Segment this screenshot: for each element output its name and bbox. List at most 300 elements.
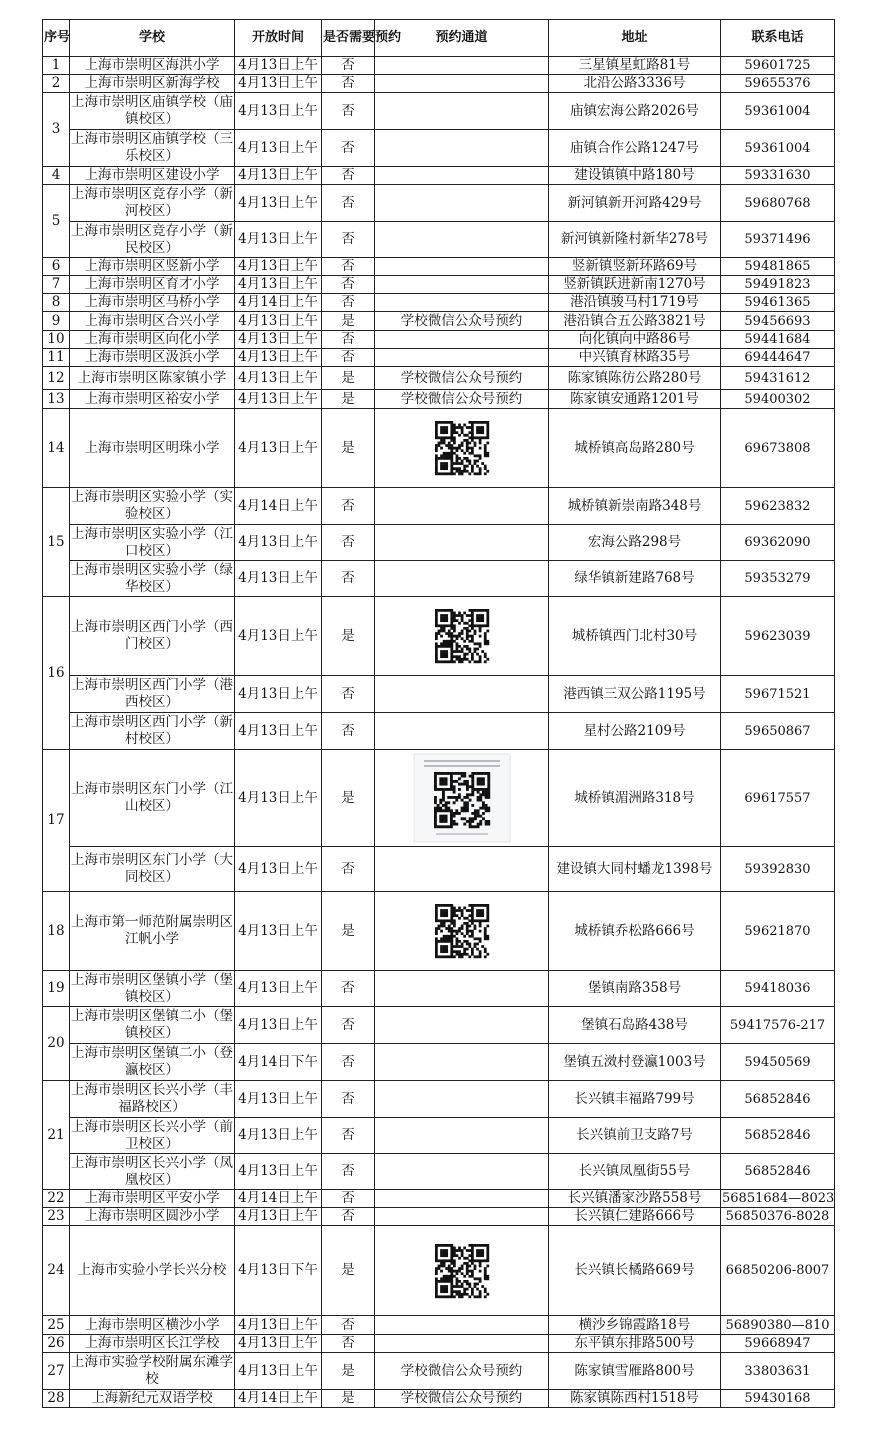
booking-required: 否: [322, 1190, 375, 1208]
table-row: [43, 1154, 835, 1190]
booking-required: 是: [322, 390, 375, 409]
school-name: 上海市崇明区长江学校: [70, 1335, 235, 1353]
address: 长兴镇仁建路666号: [549, 1208, 721, 1226]
school-name: 上海市崇明区竖新小学: [70, 258, 235, 276]
booking-channel[interactable]: 学校微信公众号预约: [375, 1390, 549, 1408]
booking-channel: [375, 1226, 549, 1316]
booking-required: 否: [322, 847, 375, 892]
booking-channel: [375, 1118, 549, 1154]
table-row: [43, 1226, 835, 1316]
row-number: 3: [43, 93, 70, 167]
address: 城桥镇湄洲路318号: [549, 750, 721, 847]
school-name: 上海市崇明区西门小学（新村校区）: [70, 713, 235, 750]
phone-number: 59671521: [721, 676, 835, 713]
open-time: 4月14日上午: [235, 1190, 322, 1208]
qr-code-card-icon[interactable]: [414, 754, 510, 842]
row-number: 15: [43, 488, 70, 597]
school-name: 上海市崇明区长兴小学（前卫校区）: [71, 1118, 233, 1152]
school-name: 上海市崇明区横沙小学: [70, 1316, 235, 1335]
open-time: 4月13日上午: [235, 349, 322, 367]
address: 港沿镇合五公路3821号: [549, 312, 721, 331]
table-row: [43, 390, 835, 409]
table-row: [43, 676, 835, 713]
phone-number: 33803631: [721, 1353, 835, 1390]
booking-required: 否: [322, 258, 375, 276]
table-row: [43, 847, 835, 892]
row-number: 20: [43, 1007, 70, 1081]
address: 堡镇石岛路438号: [549, 1007, 721, 1044]
booking-channel: [375, 185, 549, 222]
booking-channel: [375, 1208, 549, 1226]
table-row: [43, 525, 835, 561]
row-number: 22: [43, 1190, 70, 1208]
phone-number: 59331630: [721, 167, 835, 185]
booking-channel: [375, 488, 549, 525]
row-number: 18: [43, 892, 70, 971]
open-time: 4月13日上午: [235, 1353, 322, 1390]
booking-required: 否: [322, 185, 375, 222]
school-name: 上海市第一师范附属崇明区江帆小学: [70, 892, 235, 971]
header-need-booking: 是否需要预约: [322, 20, 375, 57]
open-time: 4月13日下午: [235, 1226, 322, 1316]
address: 庙镇宏海公路2026号: [549, 93, 721, 130]
booking-channel: [375, 409, 549, 488]
table-row: [43, 750, 835, 847]
phone-number: 59680768: [721, 185, 835, 222]
phone-number: 59418036: [721, 971, 835, 1007]
row-number: 4: [43, 167, 70, 185]
table-row: [43, 1118, 835, 1154]
table-row: [43, 93, 835, 130]
phone-number: 59621870: [721, 892, 835, 971]
table-row: [43, 409, 835, 488]
address: 城桥镇新崇南路348号: [549, 488, 721, 525]
row-number: 13: [43, 390, 70, 409]
school-name: 上海市崇明区新海学校: [70, 75, 235, 93]
address: 堡镇五滧村登瀛1003号: [549, 1044, 721, 1081]
school-name: 上海市崇明区马桥小学: [70, 294, 235, 312]
booking-required: 是: [322, 1353, 375, 1390]
open-time: 4月14日上午: [235, 294, 322, 312]
school-name: 上海市实验学校附属东滩学校: [70, 1353, 235, 1390]
address: 长兴镇长橘路669号: [549, 1226, 721, 1316]
booking-required: 否: [322, 676, 375, 713]
address: 陈家镇雪雁路800号: [549, 1353, 721, 1390]
open-time: 4月13日上午: [235, 561, 322, 597]
open-time: 4月14日上午: [235, 488, 322, 525]
table-row: [43, 1081, 835, 1118]
row-number: 7: [43, 276, 70, 294]
phone-number: 59400302: [721, 390, 835, 409]
booking-channel: [375, 676, 549, 713]
table-row: [43, 167, 835, 185]
booking-required: 否: [322, 525, 375, 561]
row-number: 26: [43, 1335, 70, 1353]
address: 新河镇新隆村新华278号: [549, 222, 721, 258]
booking-channel: [375, 750, 549, 847]
open-time: 4月13日上午: [235, 367, 322, 390]
school-name: 上海市崇明区东门小学（大同校区）: [70, 847, 235, 892]
school-name: 上海市崇明区向化小学: [70, 331, 235, 349]
open-time: 4月13日上午: [235, 276, 322, 294]
booking-required: 否: [322, 713, 375, 750]
row-number: 19: [43, 971, 70, 1007]
qr-code-icon[interactable]: [435, 1244, 489, 1298]
school-name: 上海市崇明区育才小学: [70, 276, 235, 294]
header-school: 学校: [70, 20, 235, 57]
booking-channel: [375, 331, 549, 349]
booking-required: 否: [322, 488, 375, 525]
table-row: [43, 971, 835, 1007]
open-time: 4月13日上午: [235, 676, 322, 713]
address: 竖新镇跃进新南1270号: [549, 276, 721, 294]
open-time: 4月13日上午: [235, 312, 322, 331]
phone-number: 59623832: [721, 488, 835, 525]
open-time: 4月13日上午: [235, 258, 322, 276]
booking-channel: [375, 57, 549, 75]
table-row: [43, 331, 835, 349]
table-row: [43, 276, 835, 294]
booking-required: 是: [322, 312, 375, 331]
header-channel: 预约通道: [375, 20, 549, 57]
phone-number: 59601725: [721, 57, 835, 75]
booking-channel: [375, 276, 549, 294]
school-name: 上海市崇明区西门小学（西门校区）: [70, 597, 235, 676]
table-row: [43, 892, 835, 971]
open-time: 4月13日上午: [235, 390, 322, 409]
booking-required: 否: [322, 167, 375, 185]
row-number: 9: [43, 312, 70, 331]
header-address: 地址: [549, 20, 721, 57]
open-time: 4月13日上午: [235, 167, 322, 185]
address: 向化镇向中路86号: [549, 331, 721, 349]
phone-number: 69617557: [721, 750, 835, 847]
phone-number: 59431612: [721, 367, 835, 390]
booking-channel[interactable]: 学校微信公众号预约: [375, 390, 549, 409]
row-number: 2: [43, 75, 70, 93]
school-name: 上海市崇明区长兴小学（凤凰校区）: [71, 1154, 233, 1188]
booking-channel: [375, 167, 549, 185]
row-number: 16: [43, 597, 70, 750]
address: 绿华镇新建路768号: [549, 561, 721, 597]
booking-required: 否: [322, 1044, 375, 1081]
booking-required: 是: [322, 1226, 375, 1316]
booking-required: 否: [322, 294, 375, 312]
open-time: 4月13日上午: [235, 892, 322, 971]
booking-channel: [375, 1081, 549, 1118]
header-row: [43, 20, 835, 57]
header-seq: 序号: [43, 20, 70, 57]
row-number: 1: [43, 57, 70, 75]
phone-number: 69673808: [721, 409, 835, 488]
open-time: 4月13日上午: [235, 597, 322, 676]
qr-code-icon[interactable]: [435, 904, 489, 958]
row-number: 14: [43, 409, 70, 488]
school-name: 上海市崇明区平安小学: [70, 1190, 235, 1208]
school-open-day-table: [42, 19, 835, 1408]
phone-number: 59441684: [721, 331, 835, 349]
address: 建设镇大同村蟠龙1398号: [549, 847, 721, 892]
phone-number: 59623039: [721, 597, 835, 676]
table-row: [43, 1390, 835, 1408]
school-name: 上海市崇明区合兴小学: [70, 312, 235, 331]
address: 陈家镇安通路1201号: [549, 390, 721, 409]
table-row: [43, 367, 835, 390]
phone-number: 59491823: [721, 276, 835, 294]
phone-number: 59461365: [721, 294, 835, 312]
booking-channel: [375, 130, 549, 167]
booking-required: 否: [322, 561, 375, 597]
booking-required: 否: [322, 1118, 375, 1154]
table-row: [43, 312, 835, 331]
phone-number: 59392830: [721, 847, 835, 892]
phone-number: 59361004: [721, 130, 835, 167]
address: 长兴镇丰福路799号: [549, 1081, 721, 1118]
school-name: 上海市崇明区竞存小学（新河校区）: [70, 185, 235, 222]
table-row: [43, 1044, 835, 1081]
phone-number: 59650867: [721, 713, 835, 750]
open-time: 4月13日上午: [235, 222, 322, 258]
booking-channel: [375, 349, 549, 367]
school-name: 上海市崇明区竞存小学（新民校区）: [71, 222, 233, 256]
open-time: 4月13日上午: [235, 971, 322, 1007]
phone-number: 56852846: [721, 1154, 835, 1190]
school-name: 上海市实验小学长兴分校: [70, 1226, 235, 1316]
school-name: 上海新纪元双语学校: [70, 1390, 235, 1408]
table-row: [43, 597, 835, 676]
open-time: 4月13日上午: [235, 1335, 322, 1353]
address: 新河镇新开河路429号: [549, 185, 721, 222]
open-time: 4月13日上午: [235, 57, 322, 75]
qr-code-icon[interactable]: [435, 421, 489, 475]
address: 长兴镇凤凰街55号: [549, 1154, 721, 1190]
address: 横沙乡锦霞路18号: [549, 1316, 721, 1335]
table-row: [43, 1208, 835, 1226]
school-name: 上海市崇明区陈家镇小学: [70, 367, 235, 390]
phone-number: 59353279: [721, 561, 835, 597]
booking-channel[interactable]: 学校微信公众号预约: [375, 312, 549, 331]
address: 陈家镇陈彷公路280号: [549, 367, 721, 390]
table-row: [43, 1353, 835, 1390]
school-name: 上海市崇明区庙镇学校（三乐校区）: [70, 130, 235, 167]
school-name: 上海市崇明区东门小学（江山校区）: [70, 750, 235, 847]
table-row: [43, 57, 835, 75]
school-name: 上海市崇明区圆沙小学: [70, 1208, 235, 1226]
booking-channel[interactable]: 学校微信公众号预约: [375, 1353, 549, 1390]
booking-required: 否: [322, 222, 375, 258]
booking-channel: [375, 75, 549, 93]
open-time: 4月13日上午: [235, 93, 322, 130]
phone-number: 59417576-217: [721, 1007, 835, 1044]
table-row: [43, 130, 835, 167]
school-name: 上海市崇明区汲浜小学: [70, 349, 235, 367]
open-time: 4月13日上午: [235, 1081, 322, 1118]
open-time: 4月13日上午: [235, 1316, 322, 1335]
address: 东平镇东排路500号: [549, 1335, 721, 1353]
school-name: 上海市崇明区实验小学（绿华校区）: [71, 561, 233, 595]
address: 长兴镇潘家沙路558号: [549, 1190, 721, 1208]
qr-code-icon[interactable]: [435, 609, 489, 663]
row-number: 8: [43, 294, 70, 312]
booking-channel: [375, 561, 549, 597]
row-number: 10: [43, 331, 70, 349]
header-phone: 联系电话: [721, 20, 835, 57]
phone-number: 56851684—8023: [722, 1191, 835, 1206]
phone-number: 56890380—810: [721, 1316, 835, 1335]
phone-number: 69444647: [721, 349, 835, 367]
booking-channel: [375, 525, 549, 561]
booking-required: 是: [322, 892, 375, 971]
row-number: 6: [43, 258, 70, 276]
address: 城桥镇乔松路666号: [549, 892, 721, 971]
phone-number: 59430168: [721, 1390, 835, 1408]
booking-required: 否: [322, 1081, 375, 1118]
open-time: 4月13日上午: [235, 1118, 322, 1154]
booking-required: 是: [322, 597, 375, 676]
table-row: [43, 222, 835, 258]
booking-required: 是: [322, 367, 375, 390]
table-row: [43, 185, 835, 222]
address: 北沿公路3336号: [549, 75, 721, 93]
address: 长兴镇前卫支路7号: [549, 1118, 721, 1154]
row-number: 24: [43, 1226, 70, 1316]
booking-channel: [375, 1316, 549, 1335]
table-row: [43, 1335, 835, 1353]
address: 城桥镇西门北村30号: [549, 597, 721, 676]
school-name: 上海市崇明区实验小学（江口校区）: [71, 525, 233, 559]
table-row: [43, 1190, 835, 1208]
booking-required: 否: [322, 130, 375, 167]
booking-channel[interactable]: 学校微信公众号预约: [375, 367, 549, 390]
booking-channel: [375, 892, 549, 971]
address: 三星镇星虹路81号: [549, 57, 721, 75]
school-name: 上海市崇明区西门小学（港西校区）: [70, 676, 235, 713]
row-number: 21: [43, 1081, 70, 1190]
open-time: 4月13日上午: [235, 713, 322, 750]
phone-number: 59655376: [721, 75, 835, 93]
phone-number: 69362090: [721, 525, 835, 561]
booking-required: 是: [322, 1390, 375, 1408]
open-time: 4月13日上午: [235, 1007, 322, 1044]
school-name: 上海市崇明区堡镇二小（堡镇校区）: [70, 1007, 235, 1044]
booking-channel: [375, 93, 549, 130]
booking-channel: [375, 1190, 549, 1208]
table-row: [43, 1316, 835, 1335]
booking-channel: [375, 1335, 549, 1353]
table-row: [43, 258, 835, 276]
booking-required: 否: [322, 75, 375, 93]
phone-number: 59361004: [721, 93, 835, 130]
phone-number: 59371496: [721, 222, 835, 258]
school-name: 上海市崇明区堡镇二小（登瀛校区）: [70, 1044, 235, 1081]
booking-required: 是: [322, 409, 375, 488]
address: 星村公路2109号: [549, 713, 721, 750]
open-time: 4月13日上午: [235, 1208, 322, 1226]
booking-required: 否: [322, 1316, 375, 1335]
phone-number: 56850376-8028: [721, 1208, 835, 1226]
booking-required: 否: [322, 93, 375, 130]
open-time: 4月13日上午: [235, 525, 322, 561]
table-row: [43, 349, 835, 367]
open-time: 4月14日下午: [235, 1044, 322, 1081]
table-row: [43, 488, 835, 525]
open-time: 4月14日上午: [235, 1390, 322, 1408]
table-row: [43, 1007, 835, 1044]
booking-required: 否: [322, 971, 375, 1007]
table-row: [43, 561, 835, 597]
address: 庙镇合作公路1247号: [549, 130, 721, 167]
booking-channel: [375, 847, 549, 892]
open-time: 4月13日上午: [235, 750, 322, 847]
table-row: [43, 294, 835, 312]
phone-number: 56852846: [721, 1081, 835, 1118]
school-name: 上海市崇明区海洪小学: [70, 57, 235, 75]
row-number: 25: [43, 1316, 70, 1335]
booking-channel: [375, 1007, 549, 1044]
open-time: 4月13日上午: [235, 75, 322, 93]
phone-number: 59481865: [721, 258, 835, 276]
phone-number: 59456693: [721, 312, 835, 331]
booking-required: 否: [322, 1335, 375, 1353]
school-name: 上海市崇明区堡镇小学（堡镇校区）: [71, 971, 233, 1005]
school-name: 上海市崇明区建设小学: [70, 167, 235, 185]
address: 港沿镇骏马村1719号: [549, 294, 721, 312]
booking-channel: [375, 971, 549, 1007]
booking-required: 否: [322, 331, 375, 349]
phone-number: 59668947: [721, 1335, 835, 1353]
phone-number: 66850206-8007: [721, 1226, 835, 1316]
school-name: 上海市崇明区裕安小学: [70, 390, 235, 409]
address: 宏海公路298号: [549, 525, 721, 561]
booking-required: 否: [322, 1208, 375, 1226]
booking-channel: [375, 294, 549, 312]
booking-required: 否: [322, 1007, 375, 1044]
row-number: 27: [43, 1353, 70, 1390]
booking-channel: [375, 597, 549, 676]
open-time: 4月13日上午: [235, 185, 322, 222]
school-name: 上海市崇明区实验小学（实验校区）: [70, 488, 235, 525]
row-number: 28: [43, 1390, 70, 1408]
booking-channel: [375, 713, 549, 750]
school-name: 上海市崇明区明珠小学: [70, 409, 235, 488]
open-time: 4月13日上午: [235, 409, 322, 488]
booking-channel: [375, 1154, 549, 1190]
school-name: 上海市崇明区庙镇学校（庙镇校区）: [70, 93, 235, 130]
table-row: [43, 713, 835, 750]
booking-channel: [375, 222, 549, 258]
address: 城桥镇高岛路280号: [549, 409, 721, 488]
open-time: 4月13日上午: [235, 1154, 322, 1190]
row-number: 11: [43, 349, 70, 367]
header-open-time: 开放时间: [235, 20, 322, 57]
address: 陈家镇陈西村1518号: [549, 1390, 721, 1408]
row-number: 23: [43, 1208, 70, 1226]
booking-required: 是: [322, 750, 375, 847]
booking-required: 否: [322, 57, 375, 75]
address: 建设镇镇中路180号: [549, 167, 721, 185]
address: 中兴镇育林路35号: [549, 349, 721, 367]
phone-number: 56852846: [721, 1118, 835, 1154]
address: 港西镇三双公路1195号: [549, 676, 721, 713]
open-time: 4月13日上午: [235, 331, 322, 349]
booking-required: 否: [322, 1154, 375, 1190]
booking-channel: [375, 1044, 549, 1081]
phone-number: 59450569: [721, 1044, 835, 1081]
row-number: 12: [43, 367, 70, 390]
row-number: 5: [43, 185, 70, 258]
open-time: 4月13日上午: [235, 130, 322, 167]
booking-required: 否: [322, 349, 375, 367]
